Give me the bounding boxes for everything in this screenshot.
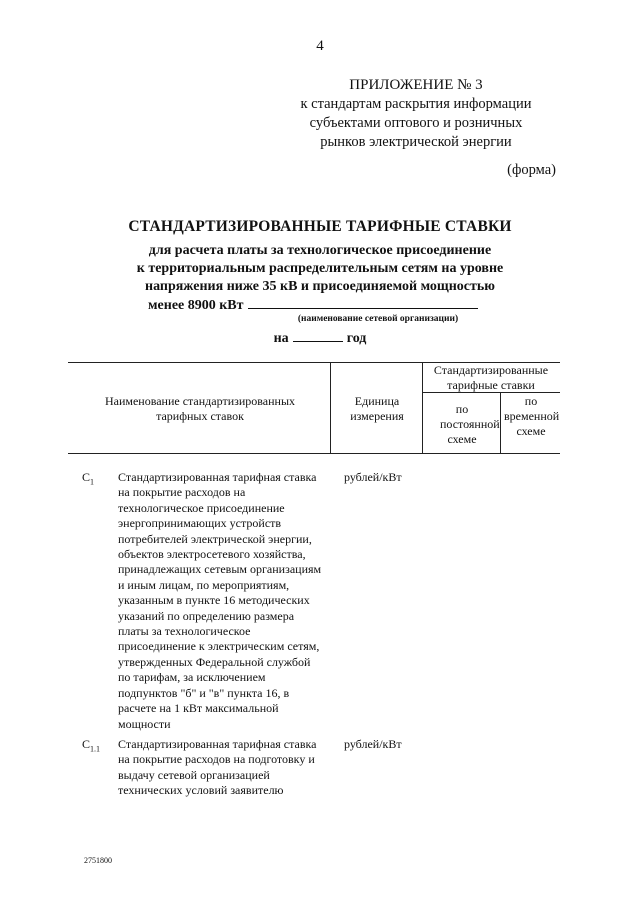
- row-code: $C_1$: [82, 470, 95, 487]
- row-description: Стандартизированная тарифная ставка на покрытие расходов на технологическое присоединение энергопринимающих устройств потребителей электрической энергии, объектов электросетевого хозяйства, принадлежащих сетевым организациям и иным лицам, по мероприятиям, указанным в пункте 16 методических указаний по определению размера платы за технологическое присоединение к электрическим сетям, утвержденных Федеральной службой по тарифам, за исключением подпунктов "б" и "в" пункта 16, в расчете на 1 кВт максимальной мощности: [118, 470, 322, 731]
- document-code: 2751800: [84, 856, 112, 865]
- row-unit: рублей/кВт: [344, 737, 402, 751]
- subtitle-line: напряжения ниже 35 кВ и присоединяемой мощностью: [145, 279, 495, 294]
- subtitle-line: к территориальным распределительным сетям на уровне: [136, 261, 504, 276]
- header-divider: [500, 392, 501, 454]
- page-number: 4: [316, 38, 324, 54]
- header-bottom-border: [68, 453, 560, 454]
- table-header: [68, 362, 560, 454]
- subtitle-power-text: менее 8900 кВт: [148, 298, 244, 313]
- year-suffix: год: [346, 331, 367, 346]
- header-temporary: по временной схеме: [504, 394, 560, 438]
- form-label: (форма): [507, 162, 556, 178]
- row-unit: рублей/кВт: [344, 470, 402, 484]
- header-divider: [330, 362, 331, 454]
- document-title: СТАНДАРТИЗИРОВАННЫЕ ТАРИФНЫЕ СТАВКИ: [128, 218, 512, 235]
- row-code: $C_{1.1}$: [82, 737, 101, 754]
- org-name-caption: (наименование сетевой организации): [297, 314, 459, 324]
- year-blank: [293, 329, 343, 342]
- header-permanent: по постоянной схеме: [440, 402, 500, 446]
- appendix-line: рынков электрической энергии: [320, 134, 512, 150]
- appendix-line: к стандартам раскрытия информации: [300, 96, 532, 112]
- appendix-line: субъектами оптового и розничных: [309, 115, 523, 131]
- appendix-title: ПРИЛОЖЕНИЕ № 3: [349, 77, 483, 93]
- subtitle-power-line: [148, 296, 478, 314]
- header-unit: Единица измерения: [350, 394, 404, 423]
- row-description: Стандартизированная тарифная ставка на покрытие расходов на подготовку и выдачу сетевой организацией технических условий заявителю: [118, 737, 317, 798]
- header-divider: [422, 362, 423, 454]
- org-name-blank: [248, 296, 478, 309]
- year-line: [0, 329, 640, 347]
- year-prefix: на: [273, 331, 289, 346]
- subtitle-line: для расчета платы за технологическое присоединение: [148, 243, 492, 258]
- header-name: Наименование стандартизированных тарифных ставок: [104, 394, 296, 423]
- document-subtitle: [100, 242, 540, 296]
- appendix-block: [276, 76, 556, 152]
- header-rates: Стандартизированные тарифные ставки: [433, 363, 549, 392]
